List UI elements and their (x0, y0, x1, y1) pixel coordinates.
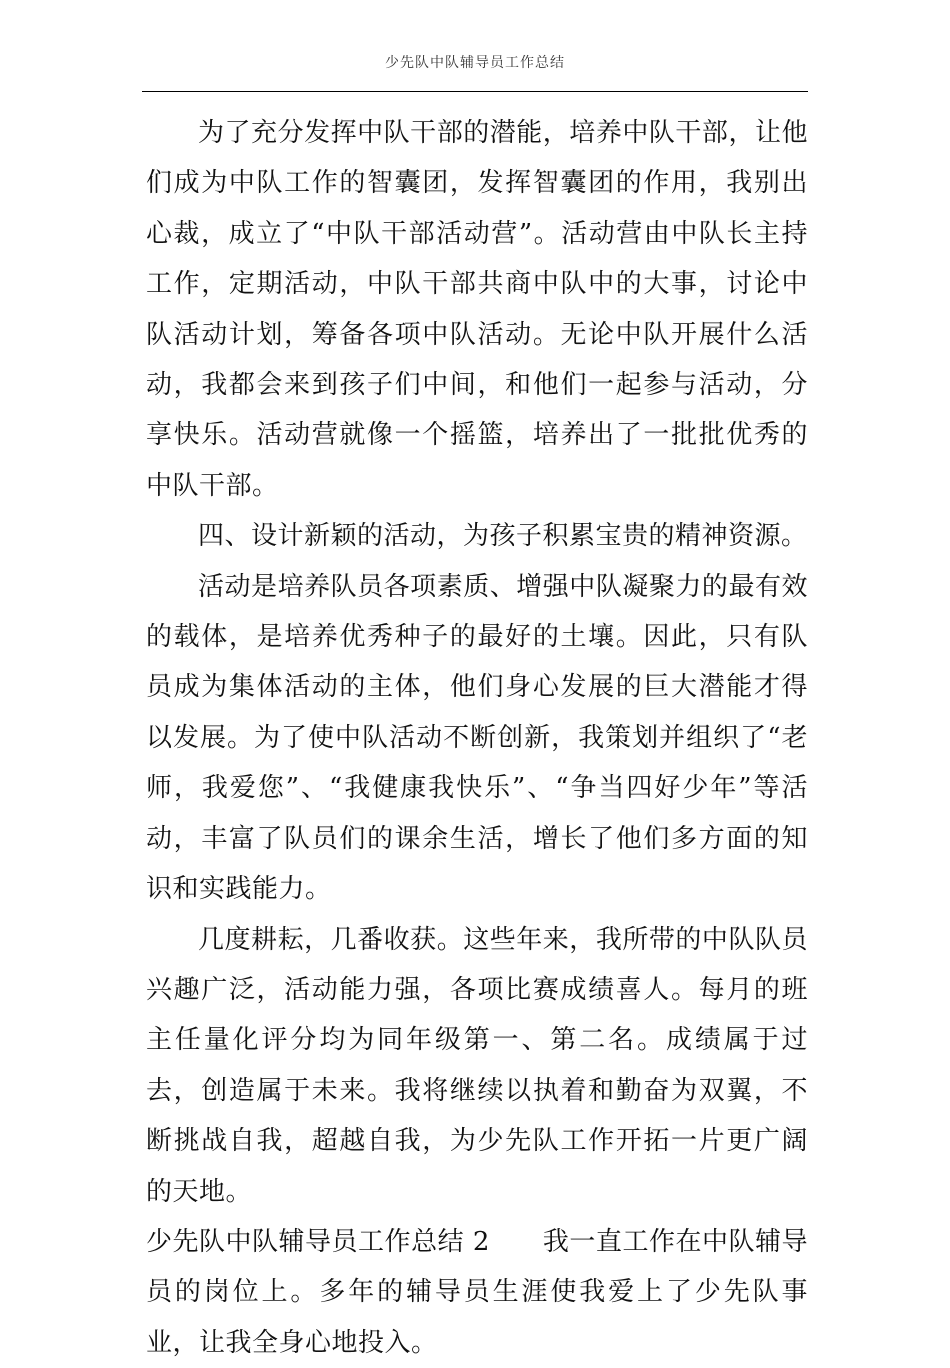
section-2-text: 我一直工作在中队辅导员的岗位上。多年的辅导员生涯使我爱上了少先队事业，让我全身心地投入。 (146, 1226, 808, 1358)
running-header: 少先队中队辅导员工作总结 (385, 55, 565, 71)
paragraph: 为了充分发挥中队干部的潜能，培养中队干部，让他们成为中队工作的智囊团，发挥智囊团的作用，我别出心裁，成立了“中队干部活动营”。活动营由中队长主持工作，定期活动，中队干部共商中队中的大事，讨论中队活动计划，筹备各项中队活动。无论中队开展什么活动，我都会来到孩子们中间，和他们一起参与活动，分享快乐。活动营就像一个摇篮，培养出了一批批优秀的中队干部。 (146, 118, 808, 501)
section-2-title: 少先队中队辅导员工作总结 2 (146, 1226, 490, 1257)
header-divider (142, 91, 808, 92)
section-heading: 四、设计新颖的活动，为孩子积累宝贵的精神资源。 (198, 521, 808, 552)
paragraph: 几度耕耘，几番收获。这些年来，我所带的中队队员兴趣广泛，活动能力强，各项比赛成绩喜人。每月的班主任量化评分均为同年级第一、第二名。成绩属于过去，创造属于未来。我将继续以执着和勤奋为双翼，不断挑战自我，超越自我，为少先队工作开拓一片更广阔的天地。 (146, 924, 808, 1207)
document-body (146, 108, 808, 1368)
section-2-gap (490, 1227, 543, 1257)
paragraph: 活动是培养队员各项素质、增强中队凝聚力的最有效的载体，是培养优秀种子的最好的土壤。因此，只有队员成为集体活动的主体，他们身心发展的巨大潜能才得以发展。为了使中队活动不断创新，我策划并组织了“老师，我爱您”、“我健康我快乐”、“争当四好少年”等活动，丰富了队员们的课余生活，增长了他们多方面的知识和实践能力。 (146, 571, 808, 905)
section-2-paragraph (146, 1217, 808, 1368)
